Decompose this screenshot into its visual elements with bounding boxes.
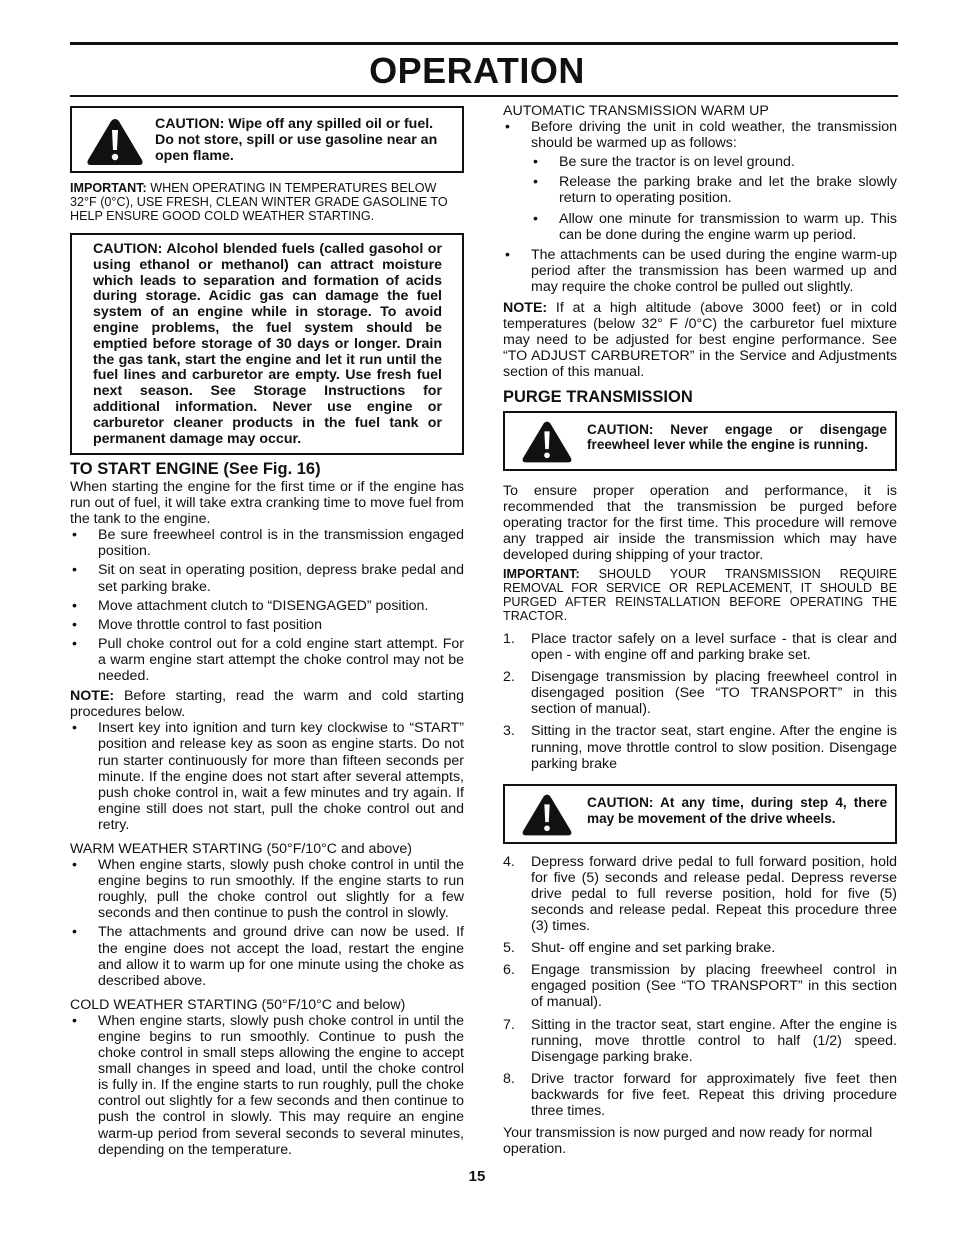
step-number: 8. bbox=[503, 1070, 515, 1087]
purge-steps-list bbox=[503, 631, 897, 772]
step-number: 3. bbox=[503, 723, 515, 740]
list-item bbox=[503, 119, 897, 243]
step-text: Shut- off engine and set parking brake. bbox=[531, 940, 776, 957]
auto-transmission-list bbox=[503, 119, 897, 295]
step-item bbox=[503, 854, 897, 934]
note-label: NOTE: bbox=[70, 688, 115, 705]
list-item: • Sit on seat in operating position, depress brake pedal and set parking brake. bbox=[70, 562, 464, 594]
warning-icon bbox=[519, 419, 575, 465]
step-item bbox=[503, 631, 897, 663]
caution-text: CAUTION: At any time, during step 4, there may be movement of the drive wheels. bbox=[587, 794, 887, 826]
list-item-text: Before driving the unit in cold weather, the transmission should be warmed up as follows: bbox=[531, 119, 897, 152]
start-engine-list bbox=[70, 527, 464, 684]
important-text: SHOULD YOUR TRANSMISSION REQUIRE REMOVAL FOR SERVICE OR REPLACEMENT, IT SHOULD BE PURGED AFTER REINSTALLATION BEFORE OPERATING THE TRACTOR. bbox=[503, 566, 897, 623]
list-item: • Pull choke control out for a cold engine start attempt. For a warm engine start attempt the choke control may not be needed. bbox=[70, 636, 464, 684]
list-item: • Move attachment clutch to “DISENGAGED” position. bbox=[70, 598, 464, 614]
step-number: 6. bbox=[503, 962, 515, 979]
step-text: Disengage transmission by placing freewheel control in disengaged position (See “TO TRANSPORT” in this section of manual). bbox=[531, 669, 897, 718]
important-label: IMPORTANT: bbox=[70, 181, 147, 195]
important-label: IMPORTANT: bbox=[503, 566, 580, 581]
cold-weather-heading: COLD WEATHER STARTING (50°F/10°C and below) bbox=[70, 996, 406, 1013]
caution-text: CAUTION: Wipe off any spilled oil or fuel. Do not store, spill or use gasoline near an open flame. bbox=[155, 116, 438, 164]
key-list bbox=[70, 720, 464, 833]
important-note-reinstall bbox=[503, 567, 897, 623]
cold-weather-list bbox=[70, 1013, 464, 1158]
warm-weather-heading: WARM WEATHER STARTING (50°F/10°C and above) bbox=[70, 840, 412, 857]
warning-icon bbox=[84, 116, 146, 168]
step-number: 7. bbox=[503, 1016, 515, 1033]
note-text: If at a high altitude (above 3000 feet) or in cold temperatures (below 32° F /0°C) the carburetor fuel mixture may need to be adjusted for best engine performance. See “TO ADJUST CARBURETOR” in the Service and Adjustments section of this manual. bbox=[503, 300, 897, 381]
step-text: Sitting in the tractor seat, start engine. After the engine is running, move throttle control to half (1/2) speed. Disengage parking brake. bbox=[531, 1016, 897, 1065]
right-column bbox=[503, 103, 897, 1157]
caution-box-drive-wheels bbox=[503, 784, 897, 844]
step-item bbox=[503, 940, 897, 956]
purge-transmission-heading: PURGE TRANSMISSION bbox=[503, 387, 693, 406]
step-item bbox=[503, 723, 897, 771]
step-text: Place tractor safely on a level surface - that is clear and open - with engine off and parking brake set. bbox=[531, 630, 897, 664]
sub-list-item: • Be sure the tractor is on level ground. bbox=[531, 154, 897, 170]
important-text: WHEN OPERATING IN TEMPERATURES BELOW 32°F (0°C), USE FRESH, CLEAN WINTER GRADE GASOLINE TO HELP ENSURE GOOD COLD WEATHER STARTING. bbox=[70, 181, 448, 223]
list-item: • The attachments and ground drive can now be used. If the engine does not accept the load, restart the engine and allow it to warm up for one minute using the choke as described above. bbox=[70, 924, 464, 988]
step-text: Sitting in the tractor seat, start engine. After the engine is running, move throttle control to slow position. Disengage parking brake bbox=[531, 723, 897, 772]
caution-box-fuel bbox=[70, 106, 464, 173]
step-item bbox=[503, 669, 897, 717]
caution-box-freewheel bbox=[503, 411, 897, 471]
auto-transmission-heading: AUTOMATIC TRANSMISSION WARM UP bbox=[503, 103, 769, 119]
page-number: 15 bbox=[468, 1168, 486, 1185]
caution-box-alcohol-fuels bbox=[70, 233, 464, 455]
note-text: Before starting, read the warm and cold starting procedures below. bbox=[70, 688, 464, 721]
caution-text: CAUTION: Never engage or disengage freewheel lever while the engine is running. bbox=[587, 421, 887, 453]
start-engine-intro: When starting the engine for the first time or if the engine has run out of fuel, it will take extra cranking time to move fuel from the tank to the engine. bbox=[70, 479, 464, 528]
list-item: • Be sure freewheel control is in the transmission engaged position. bbox=[70, 527, 464, 559]
note-label: NOTE: bbox=[503, 300, 548, 317]
step-number: 1. bbox=[503, 630, 515, 647]
sub-list bbox=[531, 154, 897, 242]
list-item: • Move throttle control to fast position bbox=[70, 617, 464, 633]
purge-closing: Your transmission is now purged and now ready for normal operation. bbox=[503, 1125, 873, 1158]
header-rule-top bbox=[70, 42, 898, 45]
purge-steps-list-continued bbox=[503, 854, 897, 1119]
step-item bbox=[503, 1017, 897, 1065]
step-text: Drive tractor forward for approximately five feet then backwards for five feet. Repeat this driving procedure three times. bbox=[531, 1070, 897, 1120]
sub-list-item: • Release the parking brake and let the brake slowly return to operating position. bbox=[531, 174, 897, 206]
step-item bbox=[503, 1071, 897, 1119]
list-item: • When engine starts, slowly push choke control in until the engine begins to run smoothly. If the engine starts to run roughly, pull the choke control out slightly for a few seconds and then continue to push the control in slowly. bbox=[70, 857, 464, 921]
step-number: 5. bbox=[503, 940, 515, 957]
list-item: • When engine starts, slowly push choke control in until the engine begins to run smoothly. Continue to push the choke control in small steps allowing the engine to accept small changes in speed and load, until the choke control is fully in. If the engine starts to run roughly, pull the choke control out slightly for a few seconds and then continue to push the control in slowly. This may require an engine warm-up period from several seconds to several minutes, depending on the temperature. bbox=[70, 1013, 464, 1158]
step-number: 2. bbox=[503, 669, 515, 686]
important-note-winter-gas bbox=[70, 181, 464, 223]
left-column bbox=[70, 106, 464, 1161]
page-title: OPERATION bbox=[369, 50, 585, 91]
sub-list-item: • Allow one minute for transmission to warm up. This can be done during the engine warm up period. bbox=[531, 211, 897, 243]
warm-weather-list bbox=[70, 857, 464, 989]
caution-text: CAUTION: Alcohol blended fuels (called gasohol or using ethanol or methanol) can attract moisture which leads to separation and formation of acids during storage. Acidic gas can damage the fuel system of an engine while in storage. To avoid engine problems, the fuel system should be emptied before storage of 30 days or longer. Drain the gas tank, start the engine and let it run until the fuel lines and carburetor are empty. Use fresh fuel next season. See Storage Instructions for additional information. Never use engine or carburetor cleaner products in the fuel tank or permanent damage may occur. bbox=[93, 241, 442, 447]
step-item bbox=[503, 962, 897, 1010]
step-number: 4. bbox=[503, 853, 515, 870]
step-text: Depress forward drive pedal to full forward position, hold for five (5) seconds and release pedal. Depress reverse drive pedal to full reverse position, hold for five (5) seconds and release pedal. Repeat this procedure three (3) times. bbox=[531, 853, 897, 935]
warning-icon bbox=[519, 792, 575, 838]
step-text: Engage transmission by placing freewheel control in engaged position (See “TO TRANSPORT” in this section of manual). bbox=[531, 962, 897, 1011]
note-starting bbox=[70, 688, 464, 720]
list-item: • Insert key into ignition and turn key clockwise to “START” position and release key as soon as engine starts. Do not run starter continuously for more than fifteen seconds per minute. If the engine does not start after several attempts, push choke control in, wait a few minutes and try again. If engine still does not start, pull the choke control out and retry. bbox=[70, 720, 464, 833]
purge-intro: To ensure proper operation and performance, it is recommended that the transmission be purged before operating tractor for the first time. This procedure will remove any trapped air inside the transmission which may have developed during shipping of your tractor. bbox=[503, 482, 897, 563]
note-altitude bbox=[503, 300, 897, 380]
list-item: • The attachments can be used during the engine warm-up period after the transmission has been warmed up and may require the choke control be pulled out slightly. bbox=[503, 247, 897, 295]
start-engine-heading: TO START ENGINE (See Fig. 16) bbox=[70, 460, 321, 478]
header-rule-bottom bbox=[70, 95, 898, 97]
